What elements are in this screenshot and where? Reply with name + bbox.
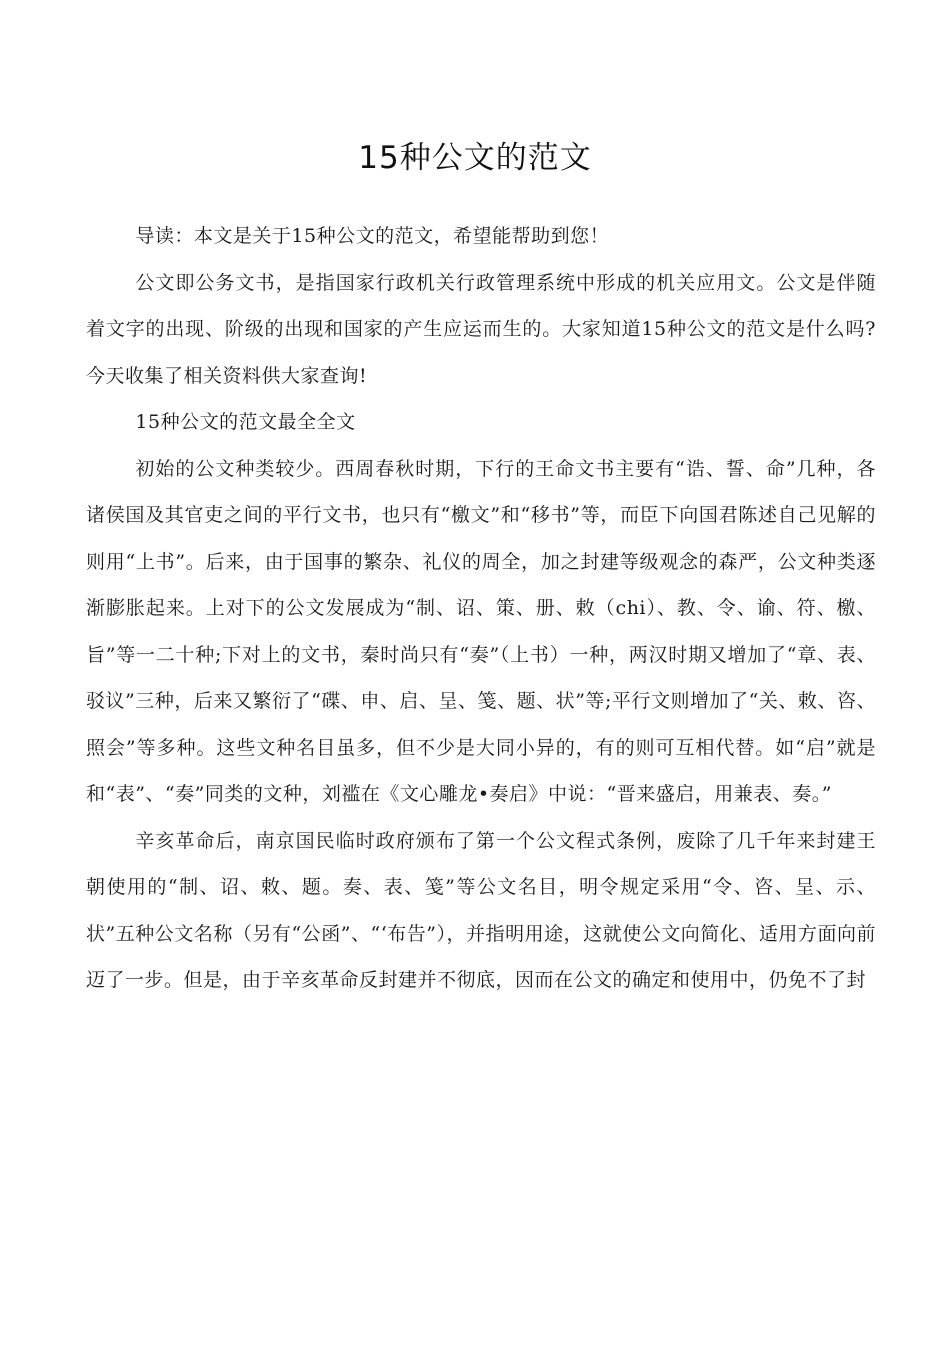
revolution-paragraph: 辛亥革命后，南京国民临时政府颁布了第一个公文程式条例，废除了几千年来封建王朝使用的“制、诏、敕、题。奏、表、笺”等公文名目，明令规定采用“令、咨、呈、示、状”五种公文名称（另有“公函”、“‘布告”），并指明用途，这就使公文向简化、适用方面向前迈了一步。但是，由于辛亥革命反封建并不彻底，因而在公文的确定和使用中，仍免不了封 (86, 829, 876, 991)
intro-paragraph: 导读：本文是关于15种公文的范文，希望能帮助到您！ (135, 225, 610, 247)
section-heading: 15种公文的范文最全全文 (135, 411, 356, 433)
document-body (86, 213, 876, 1004)
history-paragraph: 初始的公文种类较少。西周春秋时期，下行的王命文书主要有“诰、誓、命”几种，各诸侯国及其官吏之间的平行文书，也只有“檄文”和“移书”等，而臣下向国君陈述自己见解的则用“上书”。后来，由于国事的繁杂、礼仪的周全，加之封建等级观念的森严，公文种类逐渐膨胀起来。上对下的公文发展成为“制、诏、策、册、敕（chi）、教、令、谕、符、檄、旨”等一二十种;下对上的文书，秦时尚只有“奏”（上书）一种，两汉时期又增加了“章、表、驳议”三种，后来又繁衍了“碟、申、启、呈、笺、题、状”等;平行文则增加了“关、敕、咨、照会”等多种。这些文种名目虽多，但不少是大同小异的，有的则可互相代替。如“启”就是和“表”、“奏”同类的文种，刘褴在《文心雕龙•奏启》中说：“晋来盛启，用兼表、奏。” (86, 457, 876, 805)
definition-paragraph: 公文即公务文书，是指国家行政机关行政管理系统中形成的机关应用文。公文是伴随着文字的出现、阶级的出现和国家的产生应运而生的。大家知道15种公文的范文是什么吗?今天收集了相关资料供大家查询! (86, 271, 876, 387)
document-title: 15种公文的范文 (358, 140, 592, 176)
